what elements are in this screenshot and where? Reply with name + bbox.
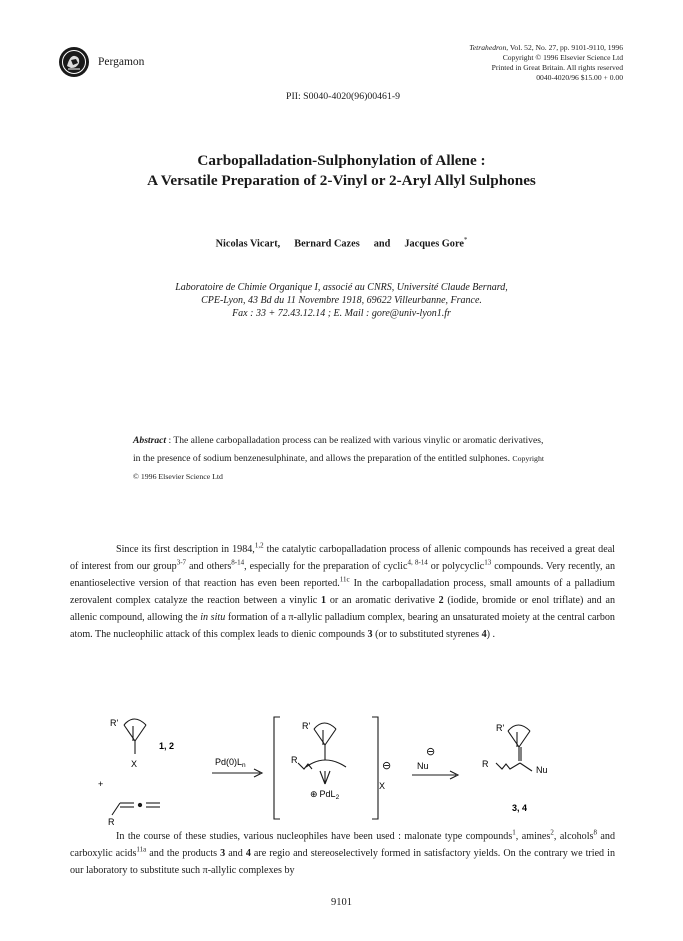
page-number: 9101	[331, 897, 352, 908]
pergamon-logo-icon	[58, 46, 90, 78]
compound-number: 3	[220, 847, 226, 859]
nucleophile-label: Nu	[417, 761, 429, 771]
text-run: and others	[186, 560, 232, 572]
abstract	[133, 432, 551, 486]
compound-number: 1	[321, 594, 327, 606]
reaction-arrow-2	[412, 771, 458, 779]
product-nu: Nu	[536, 765, 548, 775]
reaction-arrow-1	[212, 769, 262, 777]
allene-structure	[112, 803, 160, 815]
text-run: formation of a π-allylic palladium complex, bearing an unsaturated moiety at the central carbon atom. The nucleophilic attack of this complex leads to dienic compounds	[70, 611, 615, 640]
text-run: or an aromatic derivative	[326, 594, 439, 606]
text-run: and the products	[146, 847, 221, 859]
text-run: and	[225, 847, 246, 859]
pii-identifier: PII: S0040-4020(96)00461-9	[286, 91, 401, 102]
pd-text: PdL	[319, 789, 336, 799]
anion-charge: ⊖	[382, 760, 392, 772]
author-2: Bernard Cazes	[294, 238, 360, 250]
citation-ref: 2	[550, 828, 554, 837]
citation-ref: 8-14	[231, 558, 245, 567]
reaction-scheme	[84, 711, 604, 827]
plus-sign: +	[98, 779, 104, 789]
text-run: Since its first description in 1984,	[116, 544, 255, 555]
text-run: compounds. Very recently, an enantioselective version of that reaction has even been reported.	[70, 560, 615, 589]
citation-ref: 1,2	[254, 541, 264, 550]
article-title	[60, 151, 623, 191]
citation-ref: 3-7	[176, 558, 187, 567]
abstract-copyright: Copyright © 1996 Elsevier Science Ltd	[133, 454, 545, 481]
product-numbers: 3, 4	[512, 803, 528, 813]
abstract-text: The allene carbopalladation process can be realized with various vinylic or aromatic derivatives, in the presence of sodium benzenesulphinate, and allows the preparation of the entitled sulphones.	[133, 435, 544, 464]
text-run: the catalytic carbopalladation process of allenic compounds has received a great deal of interest from our group	[70, 544, 615, 572]
intermediate-brackets	[274, 717, 378, 819]
citation-ref: 8	[593, 828, 597, 837]
compound-number: 4	[481, 628, 487, 640]
citation-ref: 13	[484, 558, 492, 567]
text-run: (or to substituted styrenes	[372, 628, 482, 640]
author-and: and	[373, 238, 391, 250]
printed-line: Printed in Great Britain. All rights reserved	[491, 63, 623, 72]
text-run: In the course of these studies, various nucleophiles have been used : malonate type compounds	[116, 831, 513, 842]
continuation-paragraph	[70, 829, 615, 880]
affiliation-line-3: Fax : 33 + 72.43.12.14 ; E. Mail : gore@univ-lyon1.fr	[232, 308, 451, 320]
compound-number: 2	[438, 594, 444, 606]
affiliation	[60, 281, 623, 321]
journal-name: Tetrahedron,	[469, 43, 509, 52]
plus-charge: ⊕	[310, 789, 318, 799]
x-label: X	[131, 759, 138, 769]
text-run: , especially for the preparation of cyclic	[244, 560, 408, 572]
text-run: ) .	[486, 628, 496, 640]
compound-number: 3	[367, 628, 373, 640]
text-run: , alcohols	[553, 831, 594, 842]
catalyst-subscript: n	[242, 762, 246, 769]
author-1: Nicolas Vicart,	[215, 238, 281, 250]
text-run: and carboxylic acids	[70, 831, 615, 859]
title-line-2: A Versatile Preparation of 2-Vinyl or 2-Aryl Allyl Sulphones	[147, 172, 536, 189]
reactant-halide	[124, 719, 146, 754]
r-label: R	[108, 817, 115, 827]
journal-info	[469, 43, 623, 83]
intermediate-r-prime: R'	[302, 721, 311, 731]
catalyst-label	[215, 757, 246, 769]
publisher-name: Pergamon	[98, 56, 145, 68]
pi-allyl-complex	[298, 723, 346, 784]
abstract-colon: :	[166, 435, 174, 446]
corresponding-mark: *	[463, 236, 468, 244]
product-r: R	[482, 759, 489, 769]
copyright-line: Copyright © 1996 Elsevier Science Ltd	[502, 53, 623, 62]
italic-term: in situ	[200, 611, 226, 623]
pd-cation-label	[310, 789, 340, 801]
abstract-heading: Abstract	[133, 435, 167, 446]
price-line: 0040-4020/96 $15.00 + 0.00	[536, 73, 623, 82]
affiliation-line-1: Laboratoire de Chimie Organique I, associé au CNRS, Université Claude Bernard,	[175, 282, 508, 293]
pd-subscript: 2	[335, 794, 340, 801]
affiliation-line-2: CPE-Lyon, 43 Bd du 11 Novembre 1918, 69622 Villeurbanne, France.	[201, 295, 482, 307]
text-run: or polycyclic	[427, 560, 485, 572]
citation-ref: 1	[512, 828, 516, 837]
text-run: are regio and stereoselectively formed in satisfactory yields. On the contrary we tried in our laboratory to substitute such π-allylic complexes by	[70, 847, 615, 876]
text-run: In the carbopalladation process, small amounts of a palladium zerovalent complex catalyze the reaction between a vinylic	[70, 577, 615, 606]
author-list	[60, 236, 623, 249]
r-prime-label: R'	[110, 718, 119, 728]
catalyst-text: Pd(0)L	[215, 757, 243, 767]
text-run: (iodide, bromide or enol triflate) and an allenic compound, allowing the	[70, 594, 615, 623]
citation-ref: 11a	[136, 845, 147, 854]
journal-citation	[469, 43, 623, 53]
citation-ref: 11c	[339, 575, 350, 584]
journal-volume: Vol. 52, No. 27, pp. 9101-9110, 1996	[508, 43, 623, 52]
author-3: Jacques Gore	[404, 238, 464, 250]
citation-ref: 4, 8-14	[407, 558, 428, 567]
compound-number: 4	[245, 847, 251, 859]
title-line-1: Carbopalladation-Sulphonylation of Allene :	[197, 152, 486, 169]
intro-paragraph	[70, 542, 615, 643]
product-r-prime: R'	[496, 723, 505, 733]
nu-charge: ⊖	[426, 746, 436, 758]
intermediate-r: R	[291, 755, 298, 765]
text-run: , amines	[515, 831, 551, 842]
counter-anion: X	[379, 781, 386, 791]
reactant-numbers: 1, 2	[159, 741, 175, 751]
